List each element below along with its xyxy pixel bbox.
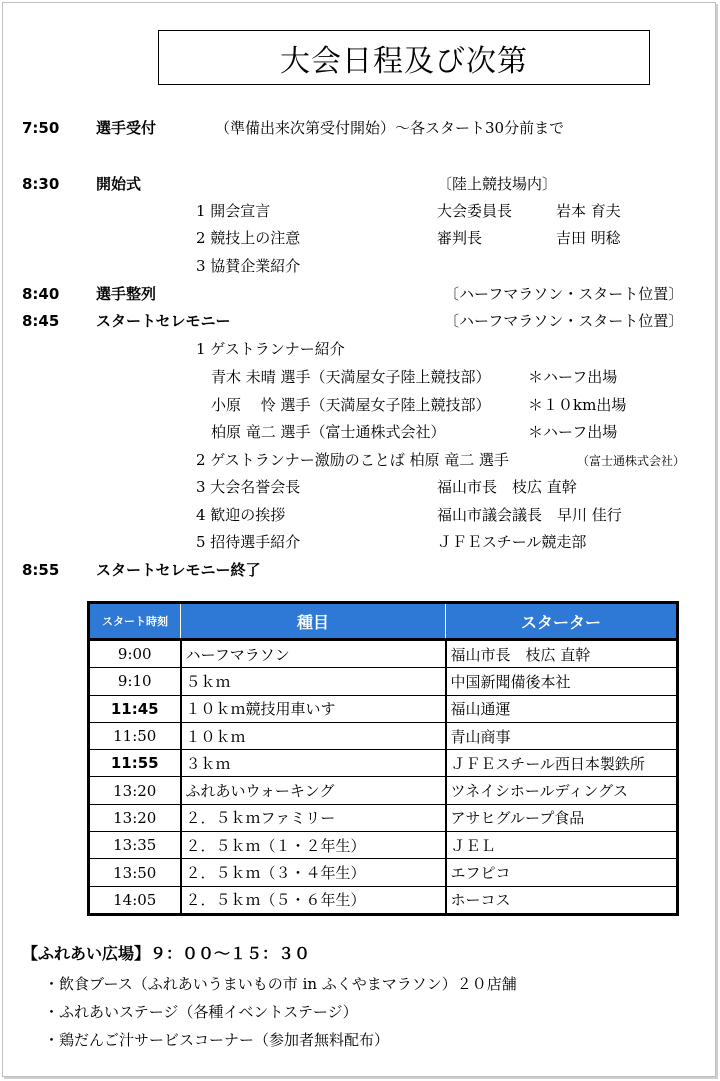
header-event: 種目 bbox=[181, 603, 446, 640]
guest-name: 青木 未晴 選手（天満屋女子陸上競技部） bbox=[211, 368, 491, 386]
guest-header: 1 ゲストランナー紹介 bbox=[196, 340, 345, 358]
plaza-item: ・飲食ブース（ふれあいうまいもの市 in ふくやまマラソン）２０店舗 bbox=[44, 975, 517, 993]
opening-item-person: 吉田 明稔 bbox=[556, 229, 621, 247]
row-event: ３ｋｍ bbox=[181, 750, 446, 777]
reception-note: （準備出来次第受付開始）～各スタート30分前まで bbox=[215, 119, 565, 137]
plaza-item: ・鶏だんご汁サービスコーナー（参加者無料配布） bbox=[44, 1031, 390, 1049]
table-row bbox=[89, 722, 678, 749]
ceremony-item-5-person: ＪＦＥスチール競走部 bbox=[437, 533, 587, 551]
row-event: ５ｋｍ bbox=[181, 668, 446, 695]
opening-item: 2 競技上の注意 bbox=[196, 229, 301, 247]
table-row bbox=[89, 886, 678, 914]
ceremony-item-3: 3 大会名誉会長 bbox=[196, 478, 301, 496]
table-header-row bbox=[89, 603, 678, 640]
opening-item-role: 審判長 bbox=[437, 229, 483, 247]
row-starter: 中国新聞備後本社 bbox=[446, 668, 678, 695]
row-time: 13:20 bbox=[89, 777, 181, 804]
lineup-place: 〔ハーフマラソン・スタート位置〕 bbox=[444, 285, 684, 303]
opening-item: 3 協賛企業紹介 bbox=[196, 257, 301, 275]
row-time: 11:45 bbox=[89, 695, 181, 722]
row-time: 9:10 bbox=[89, 668, 181, 695]
table-row bbox=[89, 832, 678, 859]
opening-place: 〔陸上競技場内〕 bbox=[437, 175, 558, 193]
ceremony-end-time: 8:55 bbox=[22, 561, 60, 579]
table-row bbox=[89, 777, 678, 804]
table-row bbox=[89, 859, 678, 886]
row-event: ハーフマラソン bbox=[181, 640, 446, 668]
opening-item-person: 岩本 育夫 bbox=[556, 202, 621, 220]
table-row bbox=[89, 750, 678, 777]
row-time: 13:35 bbox=[89, 832, 181, 859]
ceremony-item-5: 5 招待選手紹介 bbox=[196, 533, 301, 551]
row-starter: ホーコス bbox=[446, 886, 678, 914]
row-time: 14:05 bbox=[89, 886, 181, 914]
ceremony-end-label: スタートセレモニー終了 bbox=[96, 561, 261, 579]
table-row bbox=[89, 695, 678, 722]
row-starter: ＪＥＬ bbox=[446, 832, 678, 859]
opening-item: 1 開会宣言 bbox=[196, 202, 271, 220]
header-start-time: スタート時刻 bbox=[89, 603, 181, 640]
ceremony-item-2-org: （富士通株式会社） bbox=[577, 454, 686, 468]
row-starter: 福山通運 bbox=[446, 695, 678, 722]
opening-time: 8:30 bbox=[22, 175, 60, 193]
ceremony-item-4: 4 歓迎の挨拶 bbox=[196, 506, 286, 524]
table-row bbox=[89, 804, 678, 831]
ceremony-item-3-person: 福山市長 枝広 直幹 bbox=[437, 478, 577, 496]
row-event: ふれあいウォーキング bbox=[181, 777, 446, 804]
row-event: ２．５ｋｍ（５・６年生） bbox=[181, 886, 446, 914]
page-title: 大会日程及び次第 bbox=[158, 30, 650, 85]
row-time: 13:50 bbox=[89, 859, 181, 886]
guest-name: 小原 怜 選手（天満屋女子陸上競技部） bbox=[211, 396, 491, 414]
header-starter: スターター bbox=[446, 603, 678, 640]
opening-item-role: 大会委員長 bbox=[437, 202, 513, 220]
row-starter: 青山商事 bbox=[446, 722, 678, 749]
table-row bbox=[89, 640, 678, 668]
guest-event: ＊ハーフ出場 bbox=[528, 423, 618, 441]
reception-label: 選手受付 bbox=[96, 119, 157, 137]
start-schedule-table bbox=[87, 601, 679, 916]
row-time: 11:55 bbox=[89, 750, 181, 777]
guest-name: 柏原 竜二 選手（富士通株式会社） bbox=[211, 423, 446, 441]
ceremony-item-2: 2 ゲストランナー激励のことば 柏原 竜二 選手 bbox=[196, 451, 510, 469]
row-event: ２．５ｋｍ（３・４年生） bbox=[181, 859, 446, 886]
row-event: ２．５ｋｍファミリー bbox=[181, 804, 446, 831]
row-time: 11:50 bbox=[89, 722, 181, 749]
opening-label: 開始式 bbox=[96, 175, 142, 193]
row-starter: エフピコ bbox=[446, 859, 678, 886]
plaza-heading: 【ふれあい広場】９：００～１５：３０ bbox=[22, 944, 311, 963]
row-event: ２．５ｋｍ（１・２年生） bbox=[181, 832, 446, 859]
row-time: 13:20 bbox=[89, 804, 181, 831]
row-event: １０ｋｍ競技用車いす bbox=[181, 695, 446, 722]
guest-event: ＊１０km出場 bbox=[528, 396, 627, 414]
reception-time: 7:50 bbox=[22, 119, 60, 137]
ceremony-item-4-person: 福山市議会議長 早川 佳行 bbox=[437, 506, 622, 524]
row-starter: 福山市長 枝広 直幹 bbox=[446, 640, 678, 668]
ceremony-time: 8:45 bbox=[22, 312, 60, 330]
ceremony-place: 〔ハーフマラソン・スタート位置〕 bbox=[444, 312, 684, 330]
row-starter: ＪＦＥスチール西日本製鉄所 bbox=[446, 750, 678, 777]
plaza-item: ・ふれあいステージ（各種イベントステージ） bbox=[44, 1003, 358, 1021]
row-starter: アサヒグループ食品 bbox=[446, 804, 678, 831]
row-starter: ツネイシホールディングス bbox=[446, 777, 678, 804]
lineup-time: 8:40 bbox=[22, 285, 60, 303]
row-time: 9:00 bbox=[89, 640, 181, 668]
ceremony-label: スタートセレモニー bbox=[96, 312, 231, 330]
table-row bbox=[89, 668, 678, 695]
lineup-label: 選手整列 bbox=[96, 285, 157, 303]
row-event: １０ｋｍ bbox=[181, 722, 446, 749]
guest-event: ＊ハーフ出場 bbox=[528, 368, 618, 386]
